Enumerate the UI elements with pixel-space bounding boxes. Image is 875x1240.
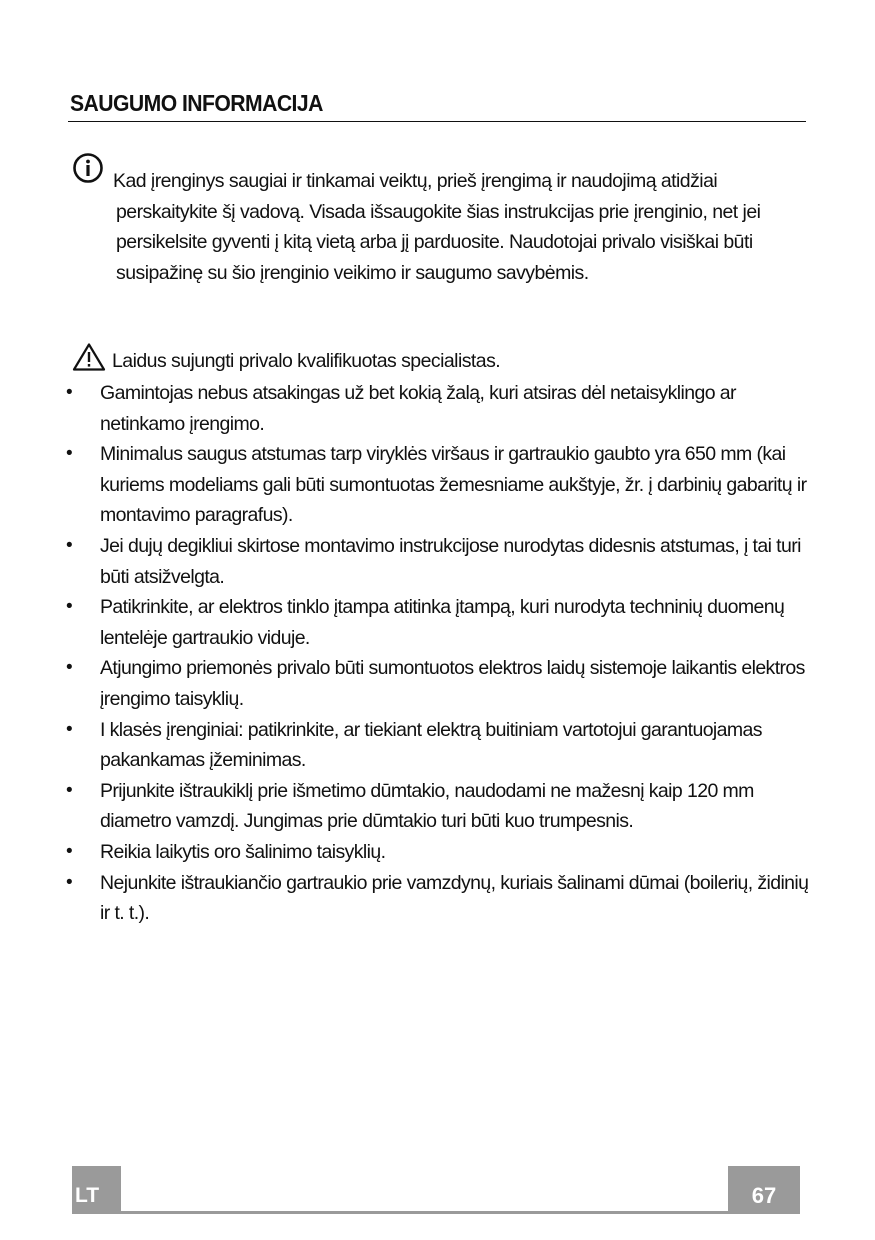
list-item [60, 653, 810, 714]
intro-block [70, 150, 790, 288]
list-item-text: Minimalus saugus atstumas tarp viryklės viršaus ir gartraukio gaubto yra 650 mm (kai kuriems modeliams gali būti sumontuotas žemesniame aukštyje, žr. į darbinių gabaritų ir montavimo paragrafus). [100, 443, 807, 527]
list-item-text: Prijunkite ištraukiklį prie išmetimo dūmtakio, naudodami ne mažesnį kaip 120 mm diametro vamzdį. Jungimas prie dūmtakio turi būti kuo trumpesnis. [100, 779, 754, 833]
list-item [60, 378, 810, 439]
warning-text: Laidus sujungti privalo kvalifikuotas specialistas. [112, 350, 501, 372]
list-item [60, 868, 810, 929]
list-item-text: Jei dujų degikliui skirtose montavimo instrukcijose nurodytas didesnis atstumas, į tai turi būti atsižvelgta. [100, 534, 801, 588]
warning-block [70, 340, 810, 377]
list-item [60, 439, 810, 531]
list-item [60, 837, 810, 868]
safety-list [60, 378, 810, 929]
list-item-text: Reikia laikytis oro šalinimo taisyklių. [100, 840, 386, 863]
bullet-marker: • [66, 718, 73, 740]
intro-paragraph: Kad įrenginys saugiai ir tinkamai veiktų, prieš įrengimą ir naudojimą atidžiai perskaitykite šį vadovą. Visada išsaugokite šias instrukcijas prie įrenginio, net jei persikelsite gyventi į kitą vietą arba jį parduosite. Naudotojai privalo visiškai būti susipažinę su šio įrenginio veikimo ir saugumo savybėmis. [113, 170, 761, 284]
language-code: LT [75, 1184, 100, 1207]
bullet-marker: • [66, 871, 73, 893]
page-title: SAUGUMO INFORMACIJA [70, 90, 323, 116]
bullet-marker: • [66, 840, 73, 862]
list-item-text: Patikrinkite, ar elektros tinklo įtampa atitinka įtampą, kuri nurodyta techninių duomenų lentelėje gartraukio viduje. [100, 596, 785, 649]
bullet-marker: • [66, 534, 73, 556]
warning-triangle-icon [72, 342, 106, 372]
language-tab [72, 1166, 121, 1214]
info-circle-icon [72, 152, 104, 184]
title-underline [68, 121, 806, 122]
list-item-text: Atjungimo priemonės privalo būti sumontuotos elektros laidų sistemoje laikantis elektros įrengimo taisyklių. [100, 657, 805, 710]
list-item [60, 715, 810, 776]
bullet-marker: • [66, 657, 73, 679]
page-number-tab [728, 1166, 800, 1214]
list-item-text: I klasės įrenginiai: patikrinkite, ar tiekiant elektrą buitiniam vartotojui garantuojamas pakankamas įžeminimas. [100, 718, 762, 772]
bullet-marker: • [66, 382, 73, 403]
bullet-marker: • [66, 596, 73, 618]
bullet-marker: • [66, 779, 73, 801]
list-item-text: Nejunkite ištraukiančio gartraukio prie vamzdynų, kuriais šalinami dūmai (boilerių, židinių ir t. t.). [100, 871, 809, 925]
list-item-text: Gamintojas nebus atsakingas už bet kokią žalą, kuri atsiras dėl netaisyklingo ar netinkamo įrengimo. [100, 382, 736, 435]
bullet-marker: • [66, 443, 73, 465]
footer-rule [121, 1211, 728, 1214]
page-number: 67 [751, 1183, 777, 1208]
list-item [60, 531, 810, 592]
list-item [60, 592, 810, 653]
list-item [60, 776, 810, 837]
